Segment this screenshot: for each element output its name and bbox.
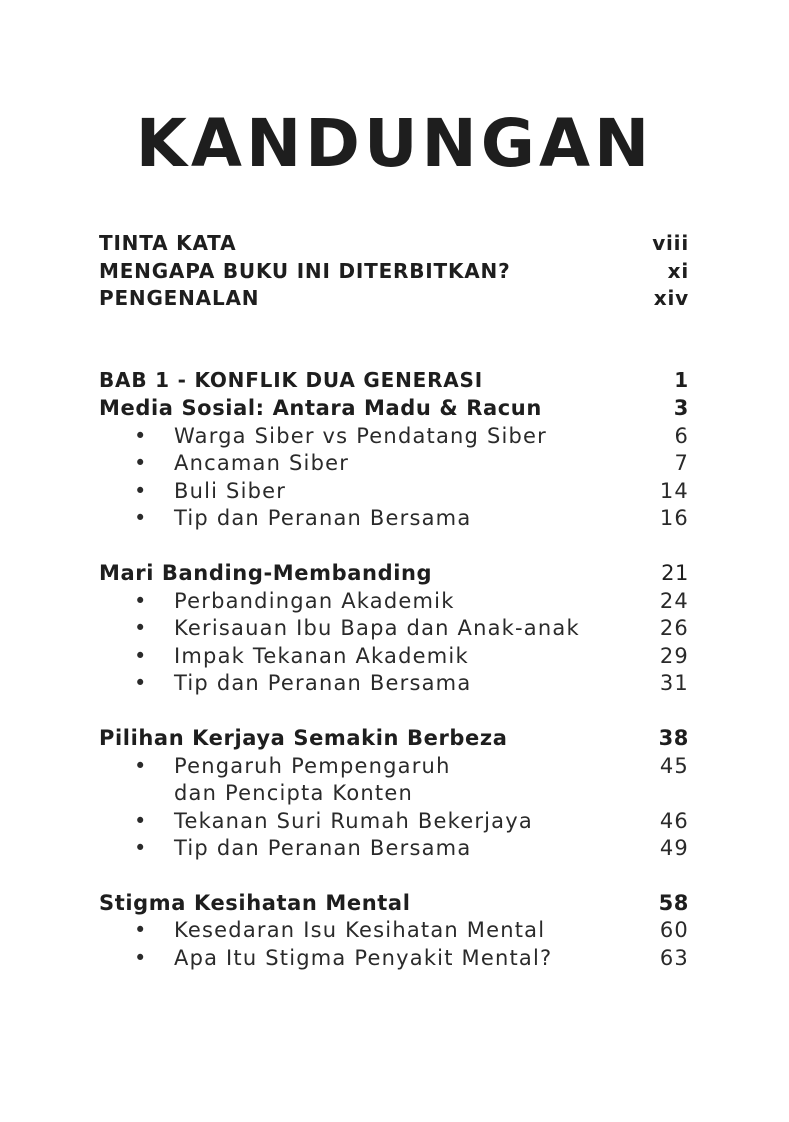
toc-item-page: 14 (659, 479, 689, 503)
toc-item[interactable] (99, 587, 689, 615)
toc-entry-tinta-kata[interactable] (99, 229, 689, 257)
toc-item-label: Tip dan Peranan Bersama (174, 506, 472, 530)
toc-item-label: Kerisauan Ibu Bapa dan Anak-anak (174, 616, 580, 640)
toc-section-mari-banding[interactable] (99, 559, 689, 587)
toc-item-label: Tip dan Peranan Bersama (174, 671, 472, 695)
toc-item[interactable] (99, 504, 689, 532)
toc-section-label: Mari Banding-Membanding (99, 561, 433, 585)
bullet-icon: • (134, 918, 148, 942)
toc-chapter-bab-1[interactable] (99, 366, 689, 394)
toc-entry-label: PENGENALAN (99, 286, 260, 310)
toc-item[interactable] (99, 752, 689, 780)
toc-entry-label: MENGAPA BUKU INI DITERBITKAN? (99, 259, 511, 283)
toc-item-page: 49 (659, 836, 689, 860)
toc-item-page: 16 (659, 506, 689, 530)
toc-item-label: Kesedaran Isu Kesihatan Mental (174, 918, 546, 942)
toc-item-page: 6 (674, 424, 689, 448)
toc-entry-pengenalan[interactable] (99, 284, 689, 312)
bullet-icon: • (134, 754, 148, 778)
toc-entry-mengapa[interactable] (99, 257, 689, 285)
toc-section-label: Pilihan Kerjaya Semakin Berbeza (99, 726, 508, 750)
toc-chapter-label: BAB 1 - KONFLIK DUA GENERASI (99, 368, 483, 392)
toc-item[interactable] (99, 916, 689, 944)
toc-item[interactable] (99, 449, 689, 477)
bullet-icon: • (134, 506, 148, 530)
toc-entry-page: xiv (653, 286, 689, 310)
toc-item[interactable] (99, 669, 689, 697)
bullet-icon: • (134, 616, 148, 640)
toc-item-page: 29 (659, 644, 689, 668)
toc-item-page: 7 (674, 451, 689, 475)
page-title: KANDUNGAN (135, 105, 654, 182)
toc-item-page: 24 (659, 589, 689, 613)
toc-item-page: 45 (659, 754, 689, 778)
toc-item-page: 63 (659, 946, 689, 970)
toc-item-label-continuation: dan Pencipta Konten (174, 781, 413, 805)
toc-section-pilihan-kerjaya[interactable] (99, 724, 689, 752)
toc-item[interactable] (99, 422, 689, 450)
toc-item-label: Pengaruh Pempengaruh (174, 754, 451, 778)
toc-entry-page: xi (667, 259, 689, 283)
bullet-icon: • (134, 836, 148, 860)
toc-item[interactable] (99, 642, 689, 670)
toc-section-stigma[interactable] (99, 889, 689, 917)
bullet-icon: • (134, 671, 148, 695)
toc-item-label: Warga Siber vs Pendatang Siber (174, 424, 548, 448)
toc-item-label: Buli Siber (174, 479, 287, 503)
toc-item-page: 46 (659, 809, 689, 833)
toc-chapter-page: 1 (674, 368, 689, 392)
bullet-icon: • (134, 946, 148, 970)
toc-section-media-sosial[interactable] (99, 394, 689, 422)
toc-item-page: 60 (659, 918, 689, 942)
toc-item-label: Tip dan Peranan Bersama (174, 836, 472, 860)
toc-item[interactable] (99, 834, 689, 862)
bullet-icon: • (134, 424, 148, 448)
toc-item-label: Ancaman Siber (174, 451, 350, 475)
toc-item-page: 26 (659, 616, 689, 640)
toc-item-label: Apa Itu Stigma Penyakit Mental? (174, 946, 553, 970)
toc-item-label: Impak Tekanan Akademik (174, 644, 469, 668)
toc-item-continuation[interactable] (99, 779, 689, 807)
toc-item-page: 31 (659, 671, 689, 695)
toc-item-label: Tekanan Suri Rumah Bekerjaya (174, 809, 533, 833)
bullet-icon: • (134, 589, 148, 613)
toc-item[interactable] (99, 477, 689, 505)
toc-section-page: 58 (658, 891, 689, 915)
toc-section-page: 38 (658, 726, 689, 750)
toc-section-label: Stigma Kesihatan Mental (99, 891, 411, 915)
toc-entry-label: TINTA KATA (99, 231, 237, 255)
bullet-icon: • (134, 451, 148, 475)
toc-entry-page: viii (652, 231, 689, 255)
bullet-icon: • (134, 809, 148, 833)
toc-item[interactable] (99, 944, 689, 972)
toc-item-label: Perbandingan Akademik (174, 589, 455, 613)
toc-section-page: 21 (661, 561, 689, 585)
toc-item[interactable] (99, 614, 689, 642)
toc-item[interactable] (99, 807, 689, 835)
bullet-icon: • (134, 644, 148, 668)
bullet-icon: • (134, 479, 148, 503)
toc-section-label: Media Sosial: Antara Madu & Racun (99, 396, 542, 420)
toc-section-page: 3 (673, 396, 689, 420)
